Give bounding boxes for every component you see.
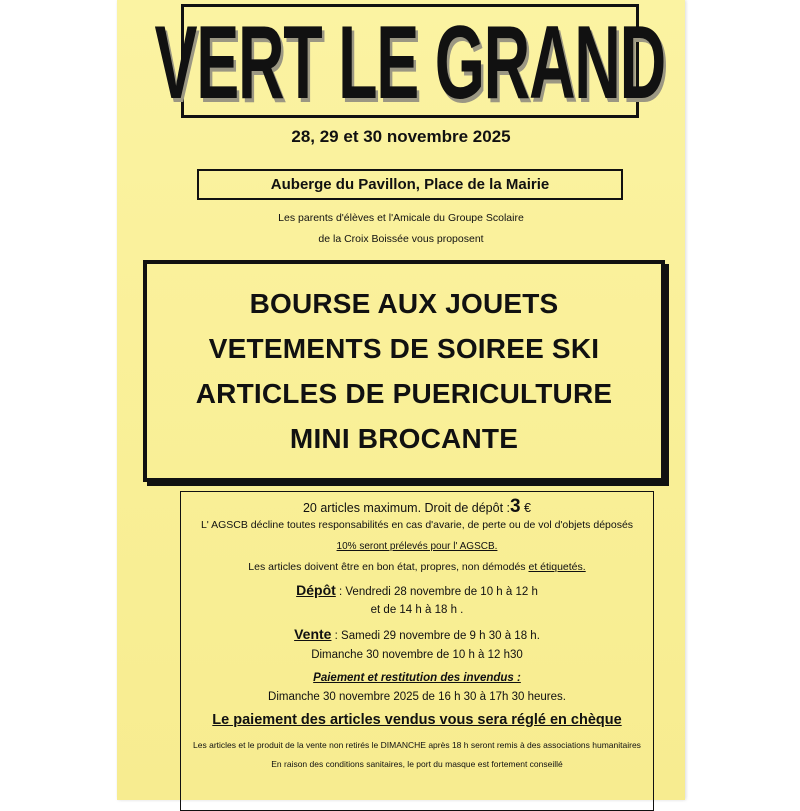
vente-schedule-2: Dimanche 30 novembre de 10 h à 12 h30 [311, 649, 523, 661]
mask-notice: En raison des conditions sanitaires, le port du masque est fortement conseillé [271, 759, 563, 769]
main-line-childcare: ARTICLES DE PUERICULTURE [195, 378, 613, 409]
percentage-line: 10% seront prélevés pour l' AGSCB. [336, 541, 498, 552]
vente-schedule-1: : Samedi 29 novembre de 9 h 30 à 18 h. [331, 630, 540, 642]
deposit-price: 3 [510, 496, 521, 517]
venue-frame [197, 169, 623, 200]
main-line-toys: BOURSE AUX JOUETS [249, 288, 559, 319]
payment-heading: Paiement et restitution des invendus : [313, 672, 521, 684]
payment-schedule: Dimanche 30 novembre 2025 de 16 h 30 à 17h 30 heures. [268, 691, 566, 703]
depot-schedule-1: : Vendredi 28 novembre de 10 h à 12 h [335, 586, 538, 598]
intro-text [117, 208, 685, 250]
donation-notice: Les articles et le produit de la vente non retirés le DIMANCHE après 18 h seront remis à des associations humanitaires [193, 740, 641, 750]
intro-line-1: Les parents d'élèves et l'Amicale du Groupe Scolaire [278, 212, 524, 224]
vente-label: Vente [294, 626, 332, 642]
max-articles-line [181, 496, 653, 518]
depot-schedule-2: et de 14 h à 18 h . [370, 604, 464, 616]
depot-line [181, 582, 653, 598]
info-frame [180, 491, 654, 811]
responsibility-line: L' AGSCB décline toutes responsabilités en cas d'avarie, de perte ou de vol d'objets déposés [200, 519, 634, 531]
deposit-currency: € [520, 501, 532, 515]
condition-line [181, 561, 653, 573]
main-offer-frame [143, 260, 665, 482]
condition-text: Les articles doivent être en bon état, propres, non démodés [248, 561, 529, 573]
condition-underlined: et étiquetés. [528, 561, 586, 573]
intro-line-2: de la Croix Boissée vous proposent [318, 233, 484, 245]
poster [117, 0, 685, 800]
event-dates: 28, 29 et 30 novembre 2025 [291, 127, 511, 146]
max-articles-text: 20 articles maximum. Droit de dépôt : [302, 501, 510, 515]
title-frame [154, 4, 666, 121]
depot-label: Dépôt [296, 582, 336, 598]
cheque-notice: Le paiement des articles vendus vous sera réglé en chèque [212, 712, 622, 728]
vente-line [181, 626, 653, 642]
venue-text: Auberge du Pavillon, Place de la Mairie [270, 176, 550, 193]
poster-title: VERT LE GRAND [154, 5, 666, 121]
main-line-flea-market: MINI BROCANTE [289, 423, 519, 454]
main-line-clothing: VETEMENTS DE SOIREE SKI [208, 333, 600, 364]
